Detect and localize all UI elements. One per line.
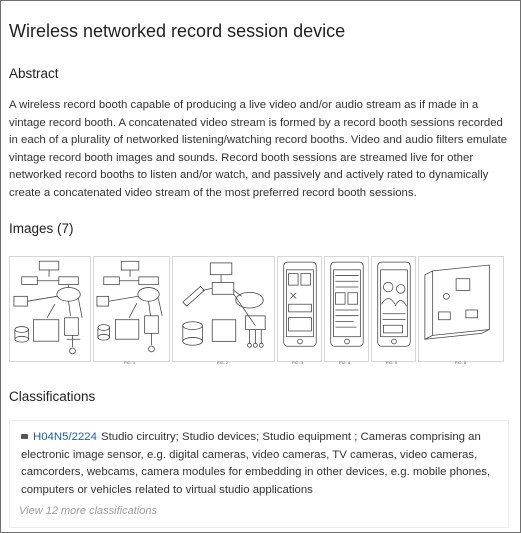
network-diagram-figure — [173, 257, 274, 361]
network-diagram-figure — [10, 257, 90, 361]
figure-caption: FIG. 2 — [217, 360, 229, 365]
classifications-heading: Classifications — [9, 389, 96, 404]
images-strip — [9, 256, 506, 365]
abstract-text: A wireless record booth capable of producing a live video and/or audio stream as if made in a vintage record booth. A concatenated video stream is formed by a record booth sessions recorded in each of a plurality of networked listening/watching record booths. Video and audio filters emulate vintage record booth images and sounds. Record booth sessions are streamed live for other networked record booths to listen and/or watch, and passively and actively rated to dynamically create a concatenated video stream of the most preferred record booth sessions. — [9, 99, 508, 199]
abstract-heading: Abstract — [9, 66, 59, 81]
page-title: Wireless networked record session device — [9, 21, 346, 41]
patent-image-thumbnail-1[interactable] — [9, 256, 91, 362]
classification-description: Studio circuitry; Studio devices; Studio equipment ; Cameras comprising an electronic image sensor, e.g. digital cameras, video cameras, TV cameras, video cameras, camcorders, webcams, camera modules for embedding in other devices, e.g. mobile phones, computers or vehicles related to virtual studio applications — [21, 431, 491, 496]
record-booth-figure — [419, 257, 503, 361]
network-diagram-figure — [94, 257, 169, 361]
view-more-classifications-link[interactable]: View 12 more classifications — [19, 505, 157, 517]
patent-image-thumbnail-6[interactable] — [371, 256, 416, 365]
classification-code-link[interactable]: H04N5/2224 — [33, 431, 97, 443]
patent-image-thumbnail-3[interactable] — [172, 256, 275, 365]
figure-caption: FIG. 5 — [386, 360, 398, 365]
patent-image-thumbnail-5[interactable] — [324, 256, 369, 365]
classification-entry — [21, 429, 501, 499]
bullet-icon — [21, 434, 28, 439]
figure-caption: FIG. 6 — [455, 360, 467, 365]
phone-screen-figure — [278, 257, 321, 361]
figure-caption: FIG. 4 — [339, 360, 351, 365]
classification-card — [9, 420, 509, 528]
patent-image-thumbnail-4[interactable] — [277, 256, 322, 365]
patent-image-thumbnail-2[interactable] — [93, 256, 170, 365]
phone-screen-figure — [325, 257, 368, 361]
patent-image-thumbnail-7[interactable] — [418, 256, 504, 365]
images-heading: Images (7) — [9, 221, 74, 236]
figure-caption: FIG. 3 — [292, 360, 304, 365]
phone-screen-figure — [372, 257, 415, 361]
figure-caption: FIG. 1 — [124, 360, 136, 365]
